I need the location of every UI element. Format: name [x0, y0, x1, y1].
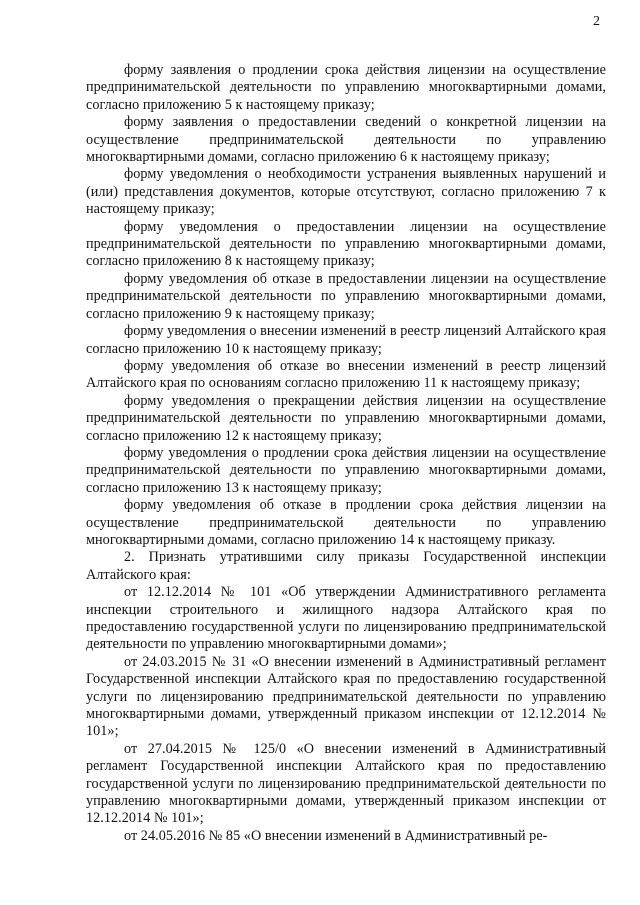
paragraph-appendix-5: форму заявления о продлении срока действия лицензии на осуществление предпринимательской деятельности по управлению многоквартирными домами, согласно приложению 5 к настоящему приказу; — [86, 62, 606, 113]
paragraph-appendix-8: форму уведомления о предоставлении лицензии на осуществление предпринимательской деятельности по управлению многоквартирными домами, согласно приложению 8 к настоящему приказу; — [86, 218, 606, 270]
document-body — [86, 62, 606, 845]
page-number: 2 — [593, 14, 600, 29]
paragraph-appendix-14: форму уведомления об отказе в продлении срока действия лицензии на осуществление предпринимательской деятельности по управлению многоквартирными домами, согласно приложению 14 к настоящему приказу. — [86, 497, 606, 548]
paragraph-item-2: 2. Признать утратившими силу приказы Государственной инспекции Алтайского края: — [86, 549, 606, 583]
paragraph-order-125-0: от 27.04.2015 № 125/0 «О внесении изменений в Административный регламент Государственной инспекции Алтайского края по предоставлению государственной услуги по лицензированию предпринимательской деятельности по управлению многоквартирными домами, утвержденный приказом инспекции от 12.12.2014 № 101»; — [86, 740, 606, 827]
paragraph-appendix-7: форму уведомления о необходимости устранения выявленных нарушений и (или) представления документов, которые отсутствуют, согласно приложению 7 к настоящему приказу; — [86, 166, 606, 218]
paragraph-appendix-12: форму уведомления о прекращении действия лицензии на осуществление предпринимательской деятельности по управлению многоквартирными домами, согласно приложению 12 к настоящему приказу; — [86, 392, 606, 444]
paragraph-appendix-10: форму уведомления о внесении изменений в реестр лицензий Алтайского края согласно приложению 10 к настоящему приказу; — [86, 323, 606, 357]
paragraph-order-85: от 24.05.2016 № 85 «О внесении изменений в Административный ре- — [124, 827, 548, 844]
paragraph-order-31: от 24.03.2015 № 31 «О внесении изменений в Административный регламент Государственной инспекции Алтайского края по предоставлению государственной услуги по лицензированию предпринимательской деятельности по управлению многоквартирными домами, утвержденный приказом инспекции от 12.12.2014 № 101»; — [86, 653, 606, 740]
paragraph-appendix-11: форму уведомления об отказе во внесении изменений в реестр лицензий Алтайского края по основаниям согласно приложению 11 к настоящему приказу; — [86, 357, 606, 392]
paragraph-order-101: от 12.12.2014 № 101 «Об утверждении Административного регламента инспекции строительного и жилищного надзора Алтайского края по предоставлению государственной услуги по лицензированию предпринимательской деятельности по управлению многоквартирными домами»; — [86, 584, 606, 653]
paragraph-appendix-6: форму заявления о предоставлении сведений о конкретной лицензии на осуществление предпринимательской деятельности по управлению многоквартирными домами, согласно приложению 6 к настоящему приказу; — [86, 114, 606, 166]
paragraph-appendix-13: форму уведомления о продлении срока действия лицензии на осуществление предпринимательской деятельности по управлению многоквартирными домами, согласно приложению 13 к настоящему приказу; — [86, 444, 606, 496]
paragraph-appendix-9: форму уведомления об отказе в предоставлении лицензии на осуществление предпринимательской деятельности по управлению многоквартирными домами, согласно приложению 9 к настоящему приказу; — [86, 270, 606, 322]
